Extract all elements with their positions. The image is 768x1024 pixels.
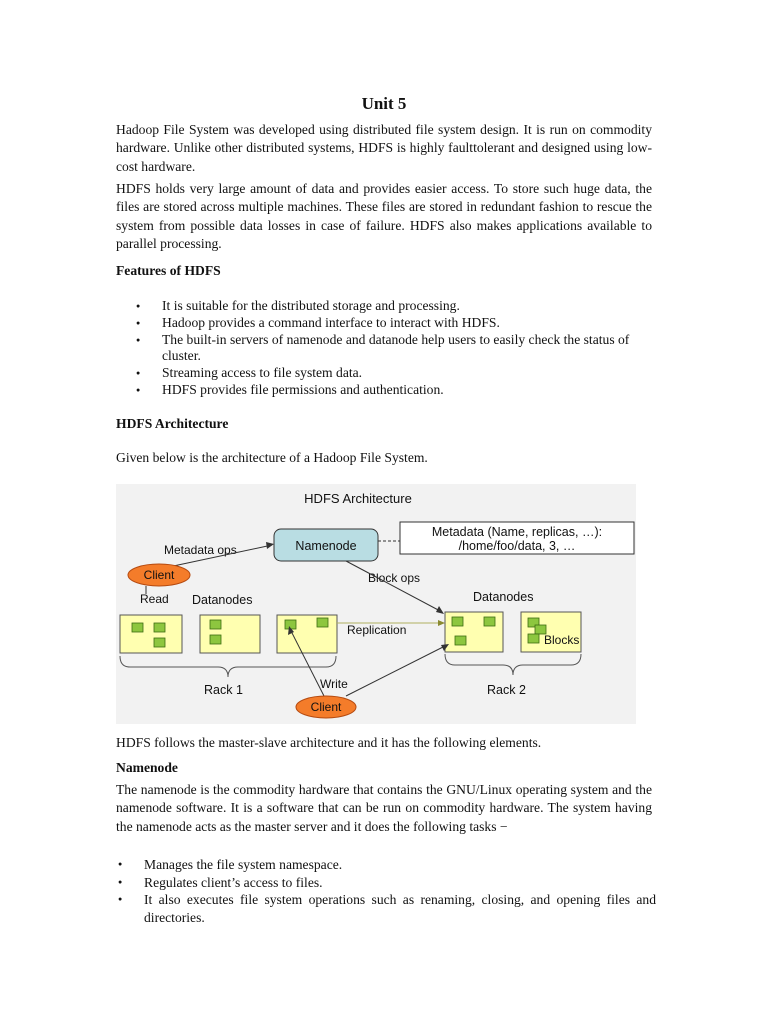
block bbox=[452, 617, 463, 626]
list-item: ● Manages the file system namespace. bbox=[116, 856, 656, 874]
block bbox=[285, 620, 296, 629]
block bbox=[210, 635, 221, 644]
namenode-paragraph: The namenode is the commodity hardware that contains the GNU/Linux operating system and the namenode software. It is a software that can be run on commodity hardware. The system having the namenode acts as the master server and it does the following tasks − bbox=[116, 782, 652, 834]
client-bottom-label: Client bbox=[310, 700, 342, 714]
architecture-intro: Given below is the architecture of a Hadoop File System. bbox=[116, 450, 428, 465]
metadata-line-2: /home/foo/data, 3, … bbox=[458, 539, 576, 553]
rack2-label: Rack 2 bbox=[487, 683, 526, 697]
list-item: ● Regulates client’s access to files. bbox=[116, 874, 656, 892]
list-item: ● HDFS provides file permissions and authentication. bbox=[116, 382, 656, 399]
block bbox=[132, 623, 143, 632]
list-item: ● The built-in servers of namenode and datanode help users to easily check the status of cluster. bbox=[116, 332, 656, 366]
datanode-rack1-1 bbox=[120, 615, 182, 653]
block bbox=[528, 634, 539, 643]
diagram-title: HDFS Architecture bbox=[304, 491, 412, 506]
read-label: Read bbox=[140, 592, 169, 606]
metadata-line-1: Metadata (Name, replicas, …): bbox=[431, 525, 603, 539]
replication-label: Replication bbox=[347, 623, 407, 637]
datanodes-label-right: Datanodes bbox=[473, 590, 534, 604]
block bbox=[210, 620, 221, 629]
block-ops-label: Block ops bbox=[368, 571, 421, 585]
metadata-ops-label: Metadata ops bbox=[164, 543, 237, 557]
block bbox=[317, 618, 328, 627]
list-item: ● Hadoop provides a command interface to interact with HDFS. bbox=[116, 315, 656, 332]
datanodes-label-left: Datanodes bbox=[192, 593, 253, 607]
namenode-tasks-list bbox=[116, 856, 656, 926]
namenode-heading: Namenode bbox=[116, 760, 178, 775]
block bbox=[455, 636, 466, 645]
write-label: Write bbox=[320, 677, 348, 691]
list-item: ● It is suitable for the distributed storage and processing. bbox=[116, 298, 656, 315]
block bbox=[154, 638, 165, 647]
block bbox=[154, 623, 165, 632]
page-title: Unit 5 bbox=[361, 94, 407, 113]
datanode-rack1-2 bbox=[200, 615, 260, 653]
list-item: ● It also executes file system operations such as renaming, closing, and opening files and directories. bbox=[116, 891, 656, 926]
follows-text: HDFS follows the master-slave architecture and it has the following elements. bbox=[116, 735, 542, 750]
intro-paragraph-1: Hadoop File System was developed using distributed file system design. It is run on commodity hardware. Unlike other distributed systems, HDFS is highly faulttolerant and designed using low-cost hardware. bbox=[116, 122, 652, 174]
rack1-label: Rack 1 bbox=[204, 683, 243, 697]
architecture-heading: HDFS Architecture bbox=[116, 416, 229, 431]
client-top-label: Client bbox=[143, 568, 175, 582]
list-item: ● Streaming access to file system data. bbox=[116, 365, 656, 382]
features-heading: Features of HDFS bbox=[116, 263, 221, 278]
features-list bbox=[116, 298, 656, 399]
block bbox=[484, 617, 495, 626]
namenode-label: Namenode bbox=[295, 539, 357, 553]
hdfs-architecture-diagram bbox=[116, 484, 636, 724]
blocks-label: Blocks bbox=[544, 633, 580, 647]
intro-paragraph-2: HDFS holds very large amount of data and provides easier access. To store such huge data, the files are stored across multiple machines. These files are stored in redundant fashion to rescue the system from possible data losses in case of failure. HDFS also makes applications available to parallel processing. bbox=[116, 181, 652, 252]
